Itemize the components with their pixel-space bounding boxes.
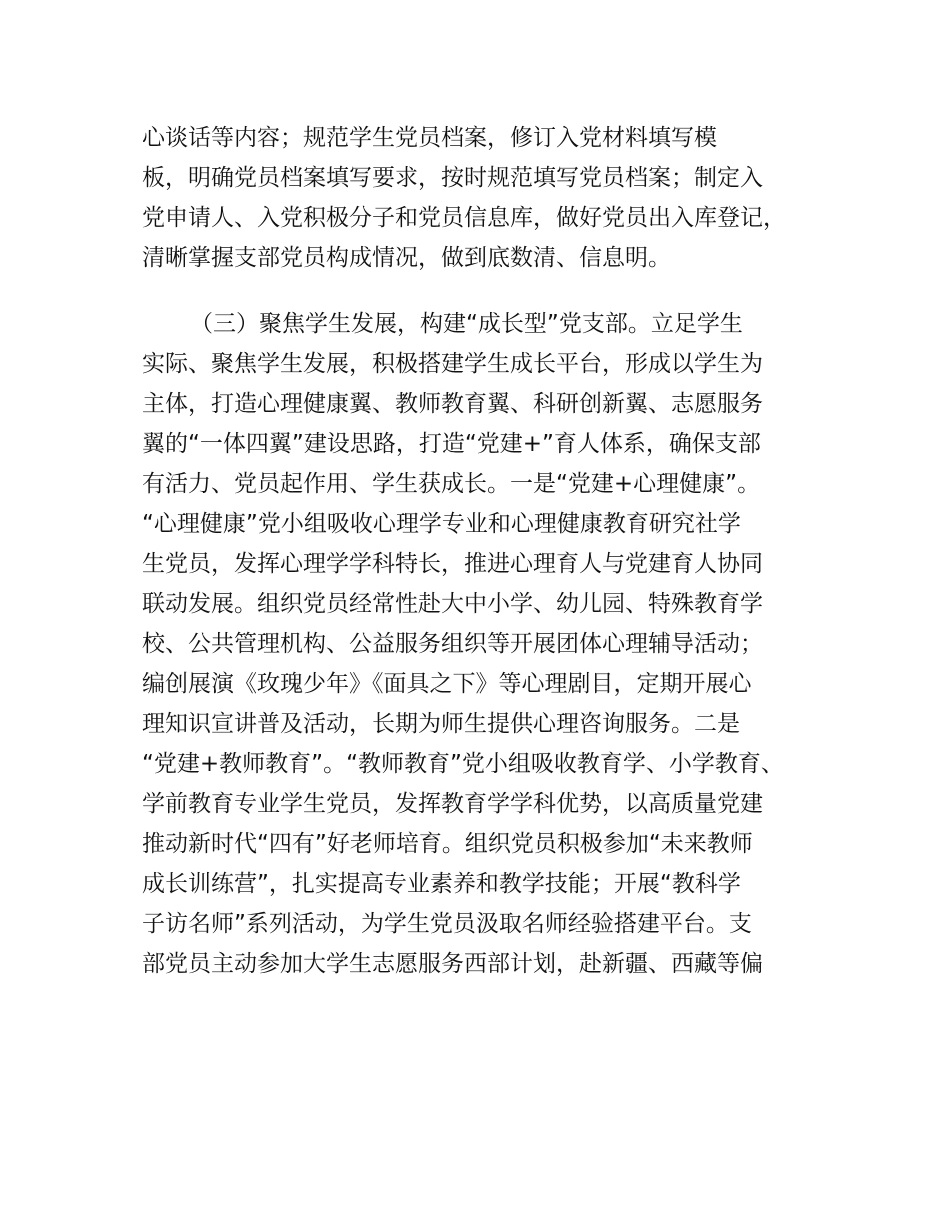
text-line: 部党员主动参加大学生志愿服务西部计划，赴新疆、西藏等偏 (142, 951, 763, 977)
text-line: 实际、聚焦学生发展，积极搭建学生成长平台，形成以学生为 (142, 351, 763, 377)
text-line: 理知识宣讲普及活动，长期为师生提供心理咨询服务。二是 (142, 711, 740, 737)
text-line: 学前教育专业学生党员，发挥教育学学科优势，以高质量党建 (142, 791, 763, 817)
text-line: 成长训练营”，扎实提高专业素养和教学技能；开展“教科学 (142, 871, 741, 897)
text-line: 生党员，发挥心理学学科特长，推进心理育人与党建育人协同 (142, 551, 763, 577)
text-line: “党建+教师教育”。“教师教育”党小组吸收教育学、小学教育、 (142, 751, 784, 777)
text-line: 编创展演《玫瑰少年》《面具之下》等心理剧目，定期开展心 (142, 671, 752, 697)
text-line: 联动发展。组织党员经常性赴大中小学、幼儿园、特殊教育学 (142, 591, 763, 617)
text-line: “心理健康”党小组吸收心理学专业和心理健康教育研究社学 (142, 511, 741, 537)
text-line: 校、公共管理机构、公益服务组织等开展团体心理辅导活动； (142, 631, 763, 657)
text-line: 推动新时代“四有”好老师培育。组织党员积极参加“未来教师 (142, 831, 753, 857)
text-line: 子访名师”系列活动，为学生党员汲取名师经验搭建平台。支 (142, 911, 752, 937)
paragraph-1 (142, 118, 842, 278)
text-line: 翼的“一体四翼”建设思路，打造“党建+”育人体系，确保支部 (142, 431, 761, 457)
paragraph-2 (142, 304, 842, 984)
text-line: 有活力、党员起作用、学生获成长。一是“党建+心理健康”。 (142, 471, 761, 497)
text-line: 主体，打造心理健康翼、教师教育翼、科研创新翼、志愿服务 (142, 391, 763, 417)
text-line: 党申请人、入党积极分子和党员信息库，做好党员出入库登记， (142, 205, 786, 231)
text-line: 清晰掌握支部党员构成情况，做到底数清、信息明。 (142, 245, 671, 271)
text-line: 板，明确党员档案填写要求，按时规范填写党员档案；制定入 (142, 165, 763, 191)
text-line: 心谈话等内容；规范学生党员档案，修订入党材料填写模 (142, 125, 717, 151)
text-line: （三）聚焦学生发展，构建“成长型”党支部。立足学生 (190, 311, 743, 337)
